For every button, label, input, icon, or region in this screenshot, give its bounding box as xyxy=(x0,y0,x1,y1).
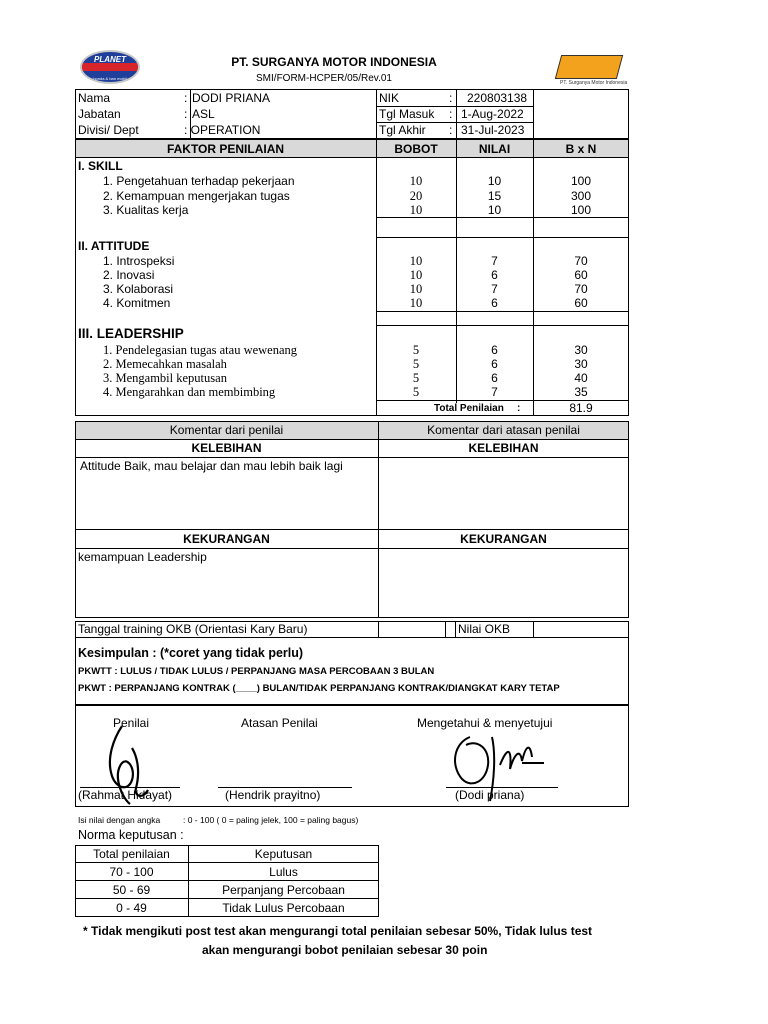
leadership-row-nilai: 6 xyxy=(491,371,498,385)
skill-row-label: 2. Kemampuan mengerjakan tugas xyxy=(103,189,290,203)
leadership-row-label: 2. Memecahkan masalah xyxy=(103,357,227,371)
pkwt-line: PKWT : PERPANJANG KONTRAK (____) BULAN/TIDAK PERPANJANG KONTRAK/DIANGKAT KARY TETAP xyxy=(78,683,560,694)
isi-value: : 0 - 100 ( 0 = paling jelek, 100 = paling bagus) xyxy=(183,815,359,825)
total-label: Total Penilaian xyxy=(434,403,504,414)
atasan-name: (Hendrik prayitno) xyxy=(225,788,321,802)
nik-label: NIK xyxy=(379,91,400,105)
kelebihan-penilai-header: KELEBIHAN xyxy=(191,441,262,455)
nilai-okb-label: Nilai OKB xyxy=(458,622,511,636)
logo-left-sub: honda & ban mobil xyxy=(93,76,127,81)
nama-value: DODI PRIANA xyxy=(192,91,271,105)
attitude-row-bxn: 60 xyxy=(574,296,588,310)
colon: : xyxy=(184,91,188,105)
kelebihan-text: Attitude Baik, mau belajar dan mau lebih baik lagi xyxy=(80,459,343,473)
tgl-masuk-label: Tgl Masuk xyxy=(379,107,435,121)
leadership-row-bxn: 30 xyxy=(574,357,588,371)
colon: : xyxy=(449,91,453,105)
skill-row-bxn: 300 xyxy=(570,189,592,203)
norma-cell: Lulus xyxy=(269,865,298,879)
attitude-row-nilai: 6 xyxy=(491,296,498,310)
colon: : xyxy=(449,107,453,121)
mengetahui-signature xyxy=(448,725,558,805)
total-colon: : xyxy=(517,403,521,414)
faktor-header: FAKTOR PENILAIAN xyxy=(166,142,285,156)
tgl-akhir-value: 31-Jul-2023 xyxy=(461,123,525,137)
divisi-label: Divisi/ Dept xyxy=(78,123,139,137)
attitude-row-nilai: 7 xyxy=(491,282,498,296)
skill-row-label: 3. Kualitas kerja xyxy=(103,203,189,217)
leadership-row-label: 1. Pendelegasian tugas atau wewenang xyxy=(103,343,298,357)
mengetahui-name: (Dodi priana) xyxy=(455,788,525,802)
attitude-row-bxn: 70 xyxy=(574,282,588,296)
leadership-row-bobot: 5 xyxy=(412,385,420,399)
tgl-masuk-value: 1-Aug-2022 xyxy=(461,107,524,121)
leadership-row-bobot: 5 xyxy=(412,343,420,357)
kekurangan-text: kemampuan Leadership xyxy=(78,550,207,564)
attitude-row-bobot: 10 xyxy=(409,254,423,268)
colon: : xyxy=(449,123,453,137)
norma-cell: 0 - 49 xyxy=(116,901,147,915)
skill-row-bxn: 100 xyxy=(570,203,592,217)
jabatan-value: ASL xyxy=(192,107,215,121)
leadership-row-label: 4. Mengarahkan dan membimbing xyxy=(103,385,276,399)
penilai-signature xyxy=(92,718,162,810)
form-number: SMI/FORM-HCPER/05/Rev.01 xyxy=(256,73,392,84)
kekurangan-penilai-header: KEKURANGAN xyxy=(183,532,270,546)
norma-header-keputusan: Keputusan xyxy=(254,847,313,861)
kekurangan-atasan-header: KEKURANGAN xyxy=(460,532,547,546)
employee-info-box xyxy=(75,89,629,139)
leadership-row-bxn: 30 xyxy=(574,343,588,357)
mengetahui-label: Mengetahui & menyetujui xyxy=(417,716,553,730)
bxn-header: B x N xyxy=(565,142,597,156)
penilai-label: Penilai xyxy=(113,716,150,730)
attitude-row-nilai: 6 xyxy=(491,268,498,282)
skill-row-nilai: 10 xyxy=(487,174,502,188)
komentar-atasan-title: Komentar dari atasan penilai xyxy=(427,423,580,437)
skill-row-bobot: 10 xyxy=(409,203,423,217)
norma-header-total: Total penilaian xyxy=(93,847,170,861)
leadership-row-bxn: 35 xyxy=(574,385,588,399)
attitude-row-bxn: 60 xyxy=(574,268,588,282)
skill-row-label: 1. Pengetahuan terhadap pekerjaan xyxy=(103,174,295,188)
leadership-row-nilai: 6 xyxy=(491,357,498,371)
attitude-row-nilai: 7 xyxy=(491,254,498,268)
norma-cell: 70 - 100 xyxy=(109,865,154,879)
norma-title: Norma keputusan : xyxy=(78,828,184,842)
jabatan-label: Jabatan xyxy=(78,107,121,121)
nik-value: 220803138 xyxy=(467,91,528,105)
total-value: 81.9 xyxy=(569,401,593,415)
norma-cell: Perpanjang Percobaan xyxy=(222,883,345,897)
leadership-row-bxn: 40 xyxy=(574,371,588,385)
attitude-row-label: 3. Kolaborasi xyxy=(103,282,174,296)
skill-row-bxn: 100 xyxy=(570,174,592,188)
leadership-row-nilai: 6 xyxy=(491,343,498,357)
leadership-row-bobot: 5 xyxy=(412,371,420,385)
leadership-row-label: 3. Mengambil keputusan xyxy=(103,371,227,385)
atasan-label: Atasan Penilai xyxy=(241,716,318,730)
attitude-row-bxn: 70 xyxy=(574,254,588,268)
skill-row-bobot: 20 xyxy=(409,189,423,203)
kesimpulan-title: Kesimpulan : (*coret yang tidak perlu) xyxy=(78,646,304,660)
attitude-row-label: 2. Inovasi xyxy=(103,268,155,282)
attitude-row-bobot: 10 xyxy=(409,282,423,296)
nilai-header: NILAI xyxy=(478,142,511,156)
company-logo-right xyxy=(555,55,623,79)
skill-row-nilai: 10 xyxy=(487,203,502,217)
logo-left-text: PLANET xyxy=(94,55,126,64)
attitude-row-bobot: 10 xyxy=(409,268,423,282)
divisi-value: : OPERATION xyxy=(184,123,261,137)
attitude-row-bobot: 10 xyxy=(409,296,423,310)
norma-cell: 50 - 69 xyxy=(112,883,151,897)
skill-title: I. SKILL xyxy=(78,159,123,173)
colon: : xyxy=(184,107,188,121)
pkwtt-line: PKWTT : LULUS / TIDAK LULUS / PERPANJANG MASA PERCOBAAN 3 BULAN xyxy=(78,666,435,677)
skill-row-bobot: 10 xyxy=(409,174,423,188)
komentar-penilai-title: Komentar dari penilai xyxy=(169,423,284,437)
training-label: Tanggal training OKB (Orientasi Kary Baru) xyxy=(78,622,308,636)
nama-label: Nama xyxy=(78,91,111,105)
kelebihan-atasan-header: KELEBIHAN xyxy=(468,441,539,455)
attitude-title: II. ATTITUDE xyxy=(78,239,150,253)
isi-label: Isi nilai dengan angka xyxy=(78,815,161,825)
note-line-2: akan mengurangi bobot penilaian sebesar 30 poin xyxy=(202,943,488,957)
logo-right-caption: PT. Surganya Motor Indonesia xyxy=(560,80,628,86)
tgl-akhir-label: Tgl Akhir xyxy=(379,123,426,137)
bobot-header: BOBOT xyxy=(394,142,438,156)
norma-cell: Tidak Lulus Percobaan xyxy=(222,901,345,915)
company-name: PT. SURGANYA MOTOR INDONESIA xyxy=(231,55,437,69)
leadership-row-bobot: 5 xyxy=(412,357,420,371)
attitude-row-label: 4. Komitmen xyxy=(103,296,171,310)
leadership-row-nilai: 7 xyxy=(491,385,498,399)
skill-row-nilai: 15 xyxy=(487,189,502,203)
leadership-title: III. LEADERSHIP xyxy=(78,326,184,341)
attitude-row-label: 1. Introspeksi xyxy=(103,254,175,268)
penilai-name: (Rahmat Hidayat) xyxy=(78,788,173,802)
note-line-1: * Tidak mengikuti post test akan mengurangi total penilaian sebesar 50%, Tidak lulus test xyxy=(83,924,593,938)
